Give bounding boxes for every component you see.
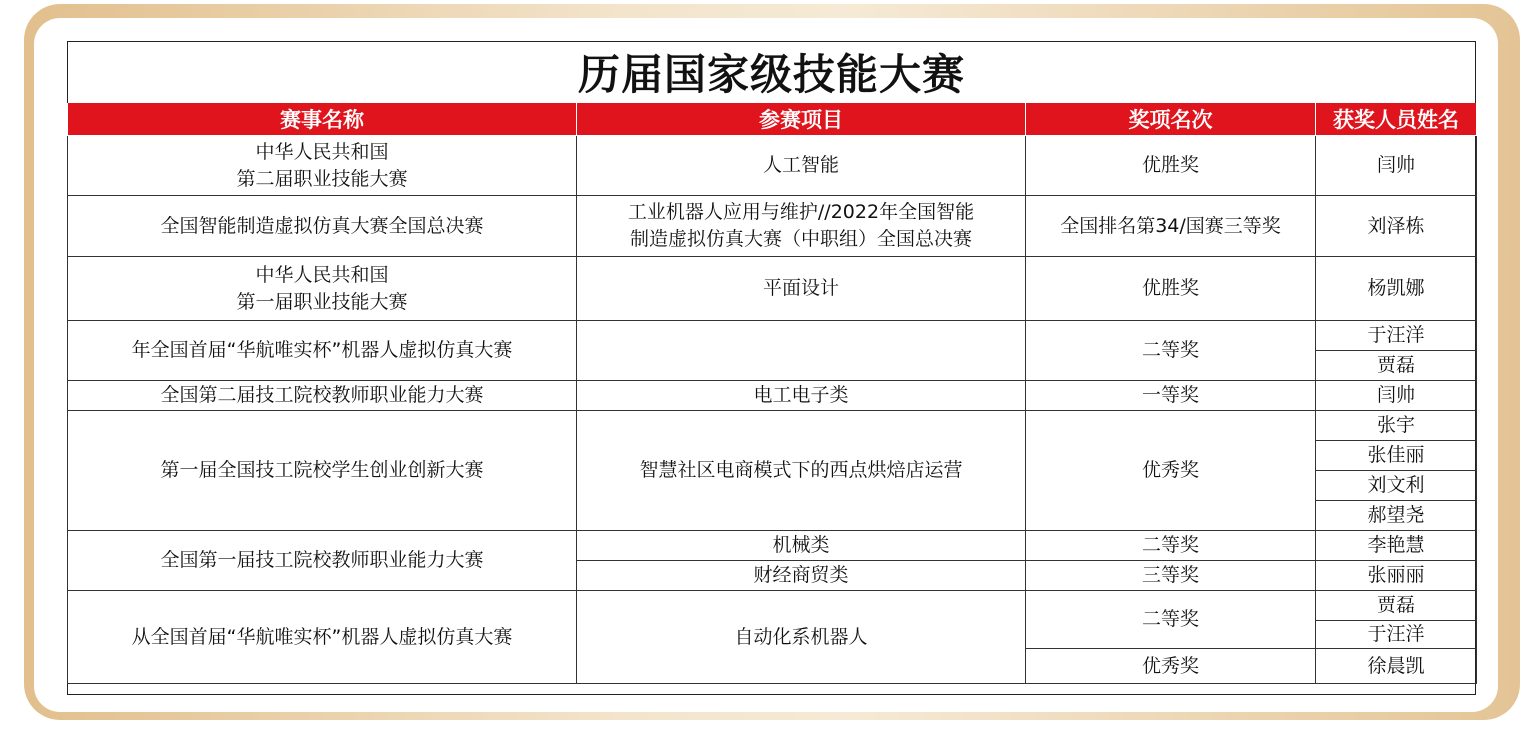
- table-row: [68, 136, 1477, 196]
- event-cell: 第一届全国技工院校学生创业创新大赛: [68, 411, 577, 531]
- project-cell: 人工智能: [577, 136, 1026, 196]
- header-winner: 获奖人员姓名: [1316, 103, 1477, 136]
- project-cell: 智慧社区电商模式下的西点烘焙店运营: [577, 411, 1026, 531]
- winner-cell: 闫帅: [1316, 381, 1477, 411]
- awards-table: [67, 103, 1477, 684]
- winner-cell: 刘泽栋: [1316, 196, 1477, 257]
- project-cell: 财经商贸类: [577, 561, 1026, 591]
- award-cell: 优胜奖: [1026, 257, 1316, 321]
- project-cell: [577, 196, 1026, 257]
- event-cell: [68, 136, 577, 196]
- project-line: 制造虚拟仿真大赛（中职组）全国总决赛: [629, 228, 972, 250]
- event-cell: 全国第一届技工院校教师职业能力大赛: [68, 531, 577, 591]
- winner-cell: 刘文利: [1316, 471, 1477, 501]
- project-line: 工业机器人应用与维护//2022年全国智能: [627, 201, 975, 223]
- event-cell: 全国智能制造虚拟仿真大赛全国总决赛: [68, 196, 577, 257]
- awards-panel: [67, 41, 1476, 695]
- winner-cell: 张佳丽: [1316, 441, 1477, 471]
- project-cell: 自动化系机器人: [577, 591, 1026, 684]
- event-line: 中华人民共和国: [255, 140, 389, 163]
- award-cell: 一等奖: [1026, 381, 1316, 411]
- winner-cell: 杨凯娜: [1316, 257, 1477, 321]
- award-cell: 二等奖: [1026, 591, 1316, 649]
- winner-cell: 张宇: [1316, 411, 1477, 441]
- winner-cell: 贾磊: [1316, 351, 1477, 381]
- award-cell: 优秀奖: [1026, 411, 1316, 531]
- event-cell: 全国第二届技工院校教师职业能力大赛: [68, 381, 577, 411]
- header-award: 奖项名次: [1026, 103, 1316, 136]
- award-cell: 二等奖: [1026, 531, 1316, 561]
- header-event-name: 赛事名称: [68, 103, 577, 136]
- project-cell: 机械类: [577, 531, 1026, 561]
- event-cell: 从全国首届“华航唯实杯”机器人虚拟仿真大赛: [68, 591, 577, 684]
- project-cell: 电工电子类: [577, 381, 1026, 411]
- award-cell: 二等奖: [1026, 321, 1316, 381]
- table-row: [68, 531, 1477, 561]
- event-cell: [68, 257, 577, 321]
- table-row: [68, 411, 1477, 441]
- event-cell: 年全国首届“华航唯实杯”机器人虚拟仿真大赛: [68, 321, 577, 381]
- event-line: 中华人民共和国: [255, 263, 389, 286]
- table-row: [68, 591, 1477, 621]
- winner-cell: 闫帅: [1316, 136, 1477, 196]
- award-cell: 优秀奖: [1026, 649, 1316, 684]
- project-cell: [577, 321, 1026, 381]
- event-line: 第二届职业技能大赛: [236, 167, 408, 190]
- table-header-row: [68, 103, 1477, 136]
- winner-cell: 李艳慧: [1316, 531, 1477, 561]
- table-row: [68, 381, 1477, 411]
- page-title: 历届国家级技能大赛: [577, 50, 965, 99]
- winner-cell: 郝望尧: [1316, 501, 1477, 531]
- winner-cell: 张丽丽: [1316, 561, 1477, 591]
- winner-cell: 于汪洋: [1316, 621, 1477, 649]
- header-project: 参赛项目: [577, 103, 1026, 136]
- event-line: 第一届职业技能大赛: [236, 290, 408, 313]
- table-row: [68, 196, 1477, 257]
- award-cell: 全国排名第34/国赛三等奖: [1026, 196, 1316, 257]
- winner-cell: 徐晨凯: [1316, 649, 1477, 684]
- winner-cell: 于汪洋: [1316, 321, 1477, 351]
- project-cell: 平面设计: [577, 257, 1026, 321]
- table-row: [68, 321, 1477, 351]
- table-row: [68, 257, 1477, 321]
- award-cell: 三等奖: [1026, 561, 1316, 591]
- award-cell: 优胜奖: [1026, 136, 1316, 196]
- winner-cell: 贾磊: [1316, 591, 1477, 621]
